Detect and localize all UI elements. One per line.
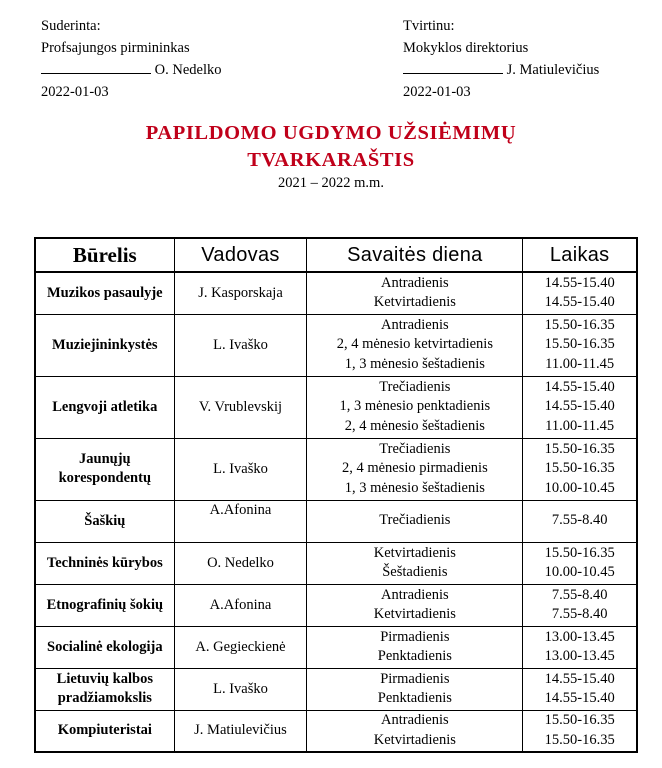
time-cell bbox=[523, 668, 637, 710]
time-entry: 7.55-8.40 bbox=[551, 606, 608, 622]
signature-line bbox=[41, 59, 151, 74]
time-cell bbox=[523, 626, 637, 668]
time-entry: 14.55-15.40 bbox=[544, 398, 615, 415]
time-cell bbox=[523, 500, 637, 542]
time-entry: 14.55-15.40 bbox=[544, 670, 615, 687]
time-cell bbox=[523, 376, 637, 438]
approval-date: 2022-01-03 bbox=[403, 84, 471, 100]
weekday-entry: 2, 4 mėnesio pirmadienis bbox=[341, 460, 488, 477]
club-name: Kompiuteristai bbox=[35, 710, 174, 752]
club-leader: A.Afonina bbox=[174, 584, 307, 626]
table-header-row bbox=[35, 238, 637, 272]
club-leader: O. Nedelko bbox=[174, 542, 307, 584]
club-name: Techninės kūrybos bbox=[35, 542, 174, 584]
club-name: Jaunųjų korespondentų bbox=[35, 438, 174, 500]
time-entry: 13.00-13.45 bbox=[544, 648, 615, 664]
weekday-entry: Trečiadienis bbox=[379, 440, 451, 457]
time-entry: 15.50-16.35 bbox=[544, 712, 615, 729]
time-cell bbox=[523, 314, 637, 376]
time-entry: 15.50-16.35 bbox=[544, 440, 615, 457]
weekday-cell bbox=[307, 376, 523, 438]
column-header-leader: Vadovas bbox=[174, 238, 307, 272]
time-entry: 14.55-15.40 bbox=[544, 690, 615, 706]
weekday-entry: Ketvirtadienis bbox=[373, 606, 456, 622]
weekday-entry: Ketvirtadienis bbox=[373, 294, 456, 311]
weekday-entry: Antradienis bbox=[381, 274, 449, 291]
weekday-entry: Šeštadienis bbox=[382, 564, 448, 580]
club-leader: L. Ivaško bbox=[174, 314, 307, 376]
document-title: PAPILDOMO UGDYMO UŽSIĖMIMŲ bbox=[145, 122, 517, 144]
table-row bbox=[35, 500, 637, 542]
club-leader: A.Afonina bbox=[174, 500, 307, 542]
weekday-cell bbox=[307, 314, 523, 376]
table-row bbox=[35, 710, 637, 752]
weekday-cell bbox=[307, 500, 523, 542]
time-entry: 14.55-15.40 bbox=[544, 274, 615, 291]
table-row bbox=[35, 272, 637, 314]
weekday-entry: Antradienis bbox=[381, 316, 449, 333]
weekday-cell bbox=[307, 668, 523, 710]
document-title-line2: TVARKARAŠTIS bbox=[247, 149, 415, 171]
weekday-entry: 1, 3 mėnesio šeštadienis bbox=[344, 355, 485, 372]
weekday-entry: Ketvirtadienis bbox=[373, 544, 456, 561]
club-name: Lengvoji atletika bbox=[35, 376, 174, 438]
approval-date: 2022-01-03 bbox=[41, 84, 109, 100]
club-name: Etnografinių šokių bbox=[35, 584, 174, 626]
signature-row bbox=[41, 59, 221, 81]
time-entry: 11.00-11.45 bbox=[545, 417, 615, 434]
weekday-entry: Antradienis bbox=[381, 586, 449, 603]
approval-role: Profsajungos pirmininkas bbox=[41, 40, 190, 56]
time-entry: 15.50-16.35 bbox=[544, 460, 615, 477]
weekday-entry: Ketvirtadienis bbox=[373, 731, 456, 748]
weekday-entry: Penktadienis bbox=[377, 690, 452, 706]
time-entry: 15.50-16.35 bbox=[544, 316, 615, 333]
weekday-entry: 2, 4 mėnesio šeštadienis bbox=[344, 417, 485, 434]
weekday-cell bbox=[307, 272, 523, 314]
signer-name: J. Matiulevičius bbox=[506, 62, 600, 78]
time-entry: 10.00-10.45 bbox=[544, 479, 615, 496]
club-leader: L. Ivaško bbox=[174, 438, 307, 500]
column-header-club: Būrelis bbox=[35, 238, 174, 272]
weekday-entry: Pirmadienis bbox=[380, 628, 450, 645]
club-name: Socialinė ekologija bbox=[35, 626, 174, 668]
weekday-entry: Antradienis bbox=[381, 712, 449, 729]
club-name: Šaškių bbox=[35, 500, 174, 542]
table-row bbox=[35, 438, 637, 500]
club-leader: V. Vrublevskij bbox=[174, 376, 307, 438]
time-entry: 13.00-13.45 bbox=[544, 628, 615, 645]
approval-block-right bbox=[403, 15, 599, 103]
signature-line bbox=[403, 59, 503, 74]
weekday-entry: Penktadienis bbox=[377, 648, 452, 664]
weekday-entry: Trečiadienis bbox=[379, 512, 451, 529]
time-cell bbox=[523, 542, 637, 584]
weekday-entry: 2, 4 mėnesio ketvirtadienis bbox=[336, 336, 493, 353]
schedule-table bbox=[34, 237, 638, 753]
table-row bbox=[35, 584, 637, 626]
time-entry: 15.50-16.35 bbox=[544, 731, 615, 748]
column-header-time: Laikas bbox=[523, 238, 637, 272]
club-leader: J. Kasporskaja bbox=[174, 272, 307, 314]
table-row bbox=[35, 376, 637, 438]
time-cell bbox=[523, 710, 637, 752]
weekday-entry: 1, 3 mėnesio šeštadienis bbox=[344, 479, 485, 496]
weekday-cell bbox=[307, 710, 523, 752]
club-name: Muziejininkystės bbox=[35, 314, 174, 376]
time-entry: 14.55-15.40 bbox=[544, 294, 615, 311]
weekday-entry: Trečiadienis bbox=[379, 378, 451, 395]
approval-label: Tvirtinu: bbox=[403, 18, 455, 34]
weekday-entry: Pirmadienis bbox=[380, 670, 450, 687]
table-row bbox=[35, 542, 637, 584]
signer-name: O. Nedelko bbox=[154, 62, 222, 78]
time-entry: 11.00-11.45 bbox=[545, 355, 615, 372]
table-row bbox=[35, 314, 637, 376]
weekday-cell bbox=[307, 438, 523, 500]
club-leader: J. Matiulevičius bbox=[174, 710, 307, 752]
time-cell bbox=[523, 272, 637, 314]
column-header-weekday: Savaitės diena bbox=[307, 238, 523, 272]
club-leader: A. Gegieckienė bbox=[174, 626, 307, 668]
weekday-cell bbox=[307, 584, 523, 626]
approval-block-left bbox=[41, 15, 221, 103]
club-name: Lietuvių kalbos pradžiamokslis bbox=[35, 668, 174, 710]
table-row bbox=[35, 626, 637, 668]
table-row bbox=[35, 668, 637, 710]
time-entry: 15.50-16.35 bbox=[544, 544, 615, 561]
weekday-cell bbox=[307, 542, 523, 584]
time-entry: 14.55-15.40 bbox=[544, 378, 615, 395]
club-leader: L. Ivaško bbox=[174, 668, 307, 710]
signature-row bbox=[403, 59, 599, 81]
time-cell bbox=[523, 438, 637, 500]
time-entry: 10.00-10.45 bbox=[544, 564, 615, 580]
time-entry: 7.55-8.40 bbox=[551, 586, 608, 603]
school-year: 2021 – 2022 m.m. bbox=[278, 175, 384, 191]
time-entry: 15.50-16.35 bbox=[544, 336, 615, 353]
approval-role: Mokyklos direktorius bbox=[403, 40, 529, 56]
time-cell bbox=[523, 584, 637, 626]
schedule-body bbox=[35, 272, 637, 752]
club-name: Muzikos pasaulyje bbox=[35, 272, 174, 314]
weekday-entry: 1, 3 mėnesio penktadienis bbox=[339, 398, 491, 415]
approval-label: Suderinta: bbox=[41, 18, 101, 34]
weekday-cell bbox=[307, 626, 523, 668]
time-entry: 7.55-8.40 bbox=[551, 512, 608, 529]
